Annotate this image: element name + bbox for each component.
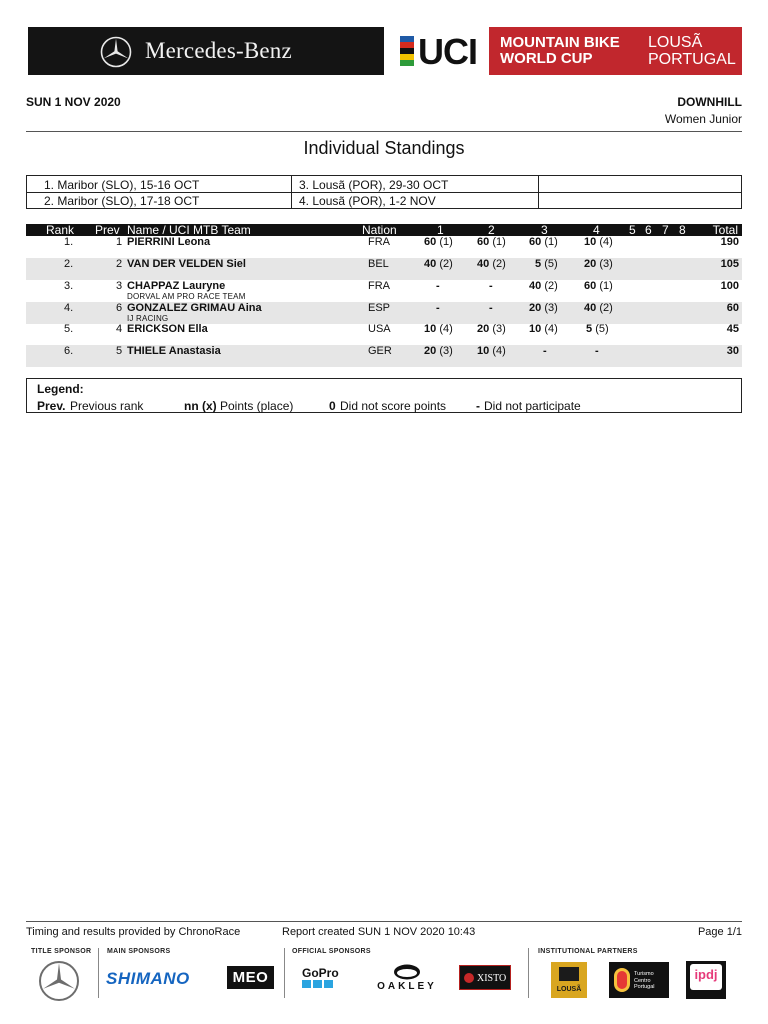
place: (2): [492, 258, 506, 270]
rider-name: VAN DER VELDEN Siel: [127, 258, 246, 270]
rank: 3.: [64, 280, 74, 292]
uci-wordmark: UCI: [418, 31, 477, 72]
page-number: Page 1/1: [697, 926, 742, 938]
col-round-2: 2: [488, 223, 495, 237]
place: (2): [439, 258, 453, 270]
sponsor-divider: [284, 948, 285, 998]
legend-title: Legend:: [37, 382, 84, 396]
report-created: Report created SUN 1 NOV 2020 10:43: [282, 926, 476, 938]
prev-rank: 3: [116, 280, 123, 292]
rider-name: THIELE Anastasia: [127, 345, 221, 357]
rank: 6.: [64, 345, 74, 357]
header-banner: [28, 27, 742, 75]
points: 20: [424, 345, 437, 357]
col-round-3: 3: [541, 223, 548, 237]
mercedes-star-icon: [38, 960, 80, 1002]
title-sponsor-label: TITLE SPONSOR: [31, 948, 92, 955]
points: 40: [477, 258, 490, 270]
nation: BEL: [368, 258, 389, 270]
place: (1): [544, 236, 558, 248]
col-round-8: 8: [679, 223, 686, 237]
title-sponsor-name: Mercedes-Benz: [145, 38, 292, 63]
col-round-7: 7: [662, 223, 669, 237]
prev-rank: 1: [116, 236, 123, 248]
prev-rank: 6: [116, 302, 123, 314]
nation: GER: [368, 345, 392, 357]
points: -: [595, 345, 599, 357]
shimano-logo: SHIMANO: [106, 969, 190, 988]
col-round-6: 6: [645, 223, 652, 237]
standings-header: [26, 224, 742, 236]
legend-dash-key: -: [476, 399, 480, 413]
rank: 2.: [64, 258, 74, 270]
points: -: [436, 302, 440, 314]
col-round-5: 5: [629, 223, 636, 237]
points: -: [489, 280, 493, 292]
points: 10: [477, 345, 490, 357]
legend-points-text: Points (place): [220, 399, 294, 413]
points: 60: [424, 236, 437, 248]
standings-row: [26, 302, 742, 324]
gopro-logo: GoPro: [302, 966, 352, 990]
meo-logo: MEO: [227, 966, 274, 989]
place: (2): [544, 280, 558, 292]
points: 40: [584, 302, 597, 314]
turismo-centro-portugal-logo: Turismo Centro Portugal: [609, 962, 669, 998]
nation: FRA: [368, 280, 390, 292]
report-date: SUN 1 NOV 2020: [26, 95, 121, 109]
place: (3): [492, 323, 506, 335]
main-sponsors-label: MAIN SPONSORS: [107, 948, 171, 955]
total-points: 105: [720, 258, 739, 270]
standings-row: [26, 280, 742, 302]
event-branding: [489, 27, 742, 75]
rider-name: GONZALEZ GRIMAU Aina: [127, 302, 262, 314]
points: -: [489, 302, 493, 314]
points: 5: [586, 323, 593, 335]
standings-row: [26, 236, 742, 258]
institutional-partners-label: INSTITUTIONAL PARTNERS: [538, 948, 638, 955]
footer-divider: [26, 921, 742, 922]
events-row-divider: [27, 192, 741, 193]
place: (4): [599, 236, 613, 248]
place: (2): [599, 302, 613, 314]
place: (1): [599, 280, 613, 292]
divider: [26, 131, 742, 132]
nation: ESP: [368, 302, 391, 314]
venue-name: LOUSÃ PORTUGAL: [648, 34, 736, 68]
place: (4): [439, 323, 453, 335]
points: 20: [477, 323, 490, 335]
legend-prev-key: Prev.: [37, 399, 66, 413]
points: 10: [424, 323, 437, 335]
lousa-logo: LOUSÃ: [551, 962, 587, 998]
legend-zero-key: 0: [329, 399, 336, 413]
points: 10: [584, 236, 597, 248]
legend-box: [26, 378, 742, 413]
points: 10: [529, 323, 542, 335]
col-name: Name / UCI MTB Team: [127, 223, 251, 237]
place: (1): [492, 236, 506, 248]
legend-prev-text: Previous rank: [70, 399, 144, 413]
team-name: DORVAL AM PRO RACE TEAM: [127, 292, 246, 301]
place: (3): [544, 302, 558, 314]
place: (1): [439, 236, 453, 248]
xisto-logo: XISTO: [459, 965, 511, 990]
rider-name: CHAPPAZ Lauryne: [127, 280, 226, 292]
place: (4): [492, 345, 506, 357]
total-points: 100: [720, 280, 739, 292]
points: 5: [535, 258, 542, 270]
points: 60: [584, 280, 597, 292]
rank: 5.: [64, 323, 74, 335]
standings-row: [26, 345, 742, 367]
col-total: Total: [712, 223, 738, 237]
uci-logo: [384, 27, 489, 75]
sponsor-divider: [98, 948, 99, 998]
rank: 1.: [64, 236, 74, 248]
event-2: 2. Maribor (SLO), 17-18 OCT: [44, 194, 200, 208]
mercedes-star-icon: [100, 36, 132, 68]
total-points: 30: [726, 345, 739, 357]
place: (5): [595, 323, 609, 335]
place: (5): [544, 258, 558, 270]
prev-rank: 5: [116, 345, 123, 357]
standings-row: [26, 323, 742, 345]
category: Women Junior: [664, 112, 742, 126]
total-points: 60: [726, 302, 739, 314]
points: 40: [529, 280, 542, 292]
col-round-1: 1: [437, 223, 444, 237]
oakley-logo: OAKLEY: [370, 964, 444, 994]
ipdj-logo: ipdj: [686, 961, 726, 999]
legend-dash-text: Did not participate: [484, 399, 581, 413]
events-table: [26, 175, 742, 209]
points: 60: [529, 236, 542, 248]
points: 60: [477, 236, 490, 248]
prev-rank: 4: [116, 323, 123, 335]
points: 40: [424, 258, 437, 270]
col-rank: Rank: [46, 223, 75, 237]
event-name: MOUNTAIN BIKE WORLD CUP: [500, 34, 620, 67]
col-round-4: 4: [593, 223, 600, 237]
points: -: [543, 345, 547, 357]
rank: 4.: [64, 302, 74, 314]
uci-rainbow-stripes: [400, 36, 414, 66]
event-3: 3. Lousã (POR), 29-30 OCT: [299, 178, 449, 192]
place: (3): [599, 258, 613, 270]
total-points: 190: [720, 236, 739, 248]
rider-name: PIERRINI Leona: [127, 236, 211, 248]
col-nation: Nation: [362, 223, 397, 237]
team-name: IJ RACING: [127, 314, 169, 323]
oakley-ellipse-icon: [393, 964, 421, 980]
nation: FRA: [368, 236, 390, 248]
event-1: 1. Maribor (SLO), 15-16 OCT: [44, 178, 200, 192]
timing-credit: Timing and results provided by ChronoRace: [26, 926, 241, 938]
place: (4): [544, 323, 558, 335]
legend-zero-text: Did not score points: [340, 399, 447, 413]
prev-rank: 2: [116, 258, 123, 270]
total-points: 45: [726, 323, 739, 335]
nation: USA: [368, 323, 391, 335]
points: 20: [584, 258, 597, 270]
legend-points-key: nn (x): [184, 399, 217, 413]
col-prev: Prev: [95, 223, 120, 237]
page-title: Individual Standings: [303, 138, 465, 158]
rider-name: ERICKSON Ella: [127, 323, 208, 335]
sponsor-divider: [528, 948, 529, 998]
points: -: [436, 280, 440, 292]
official-sponsors-label: OFFICIAL SPONSORS: [292, 948, 371, 955]
place: (3): [439, 345, 453, 357]
discipline: DOWNHILL: [677, 95, 742, 109]
standings-row: [26, 258, 742, 280]
event-4: 4. Lousã (POR), 1-2 NOV: [299, 194, 436, 208]
points: 20: [529, 302, 542, 314]
